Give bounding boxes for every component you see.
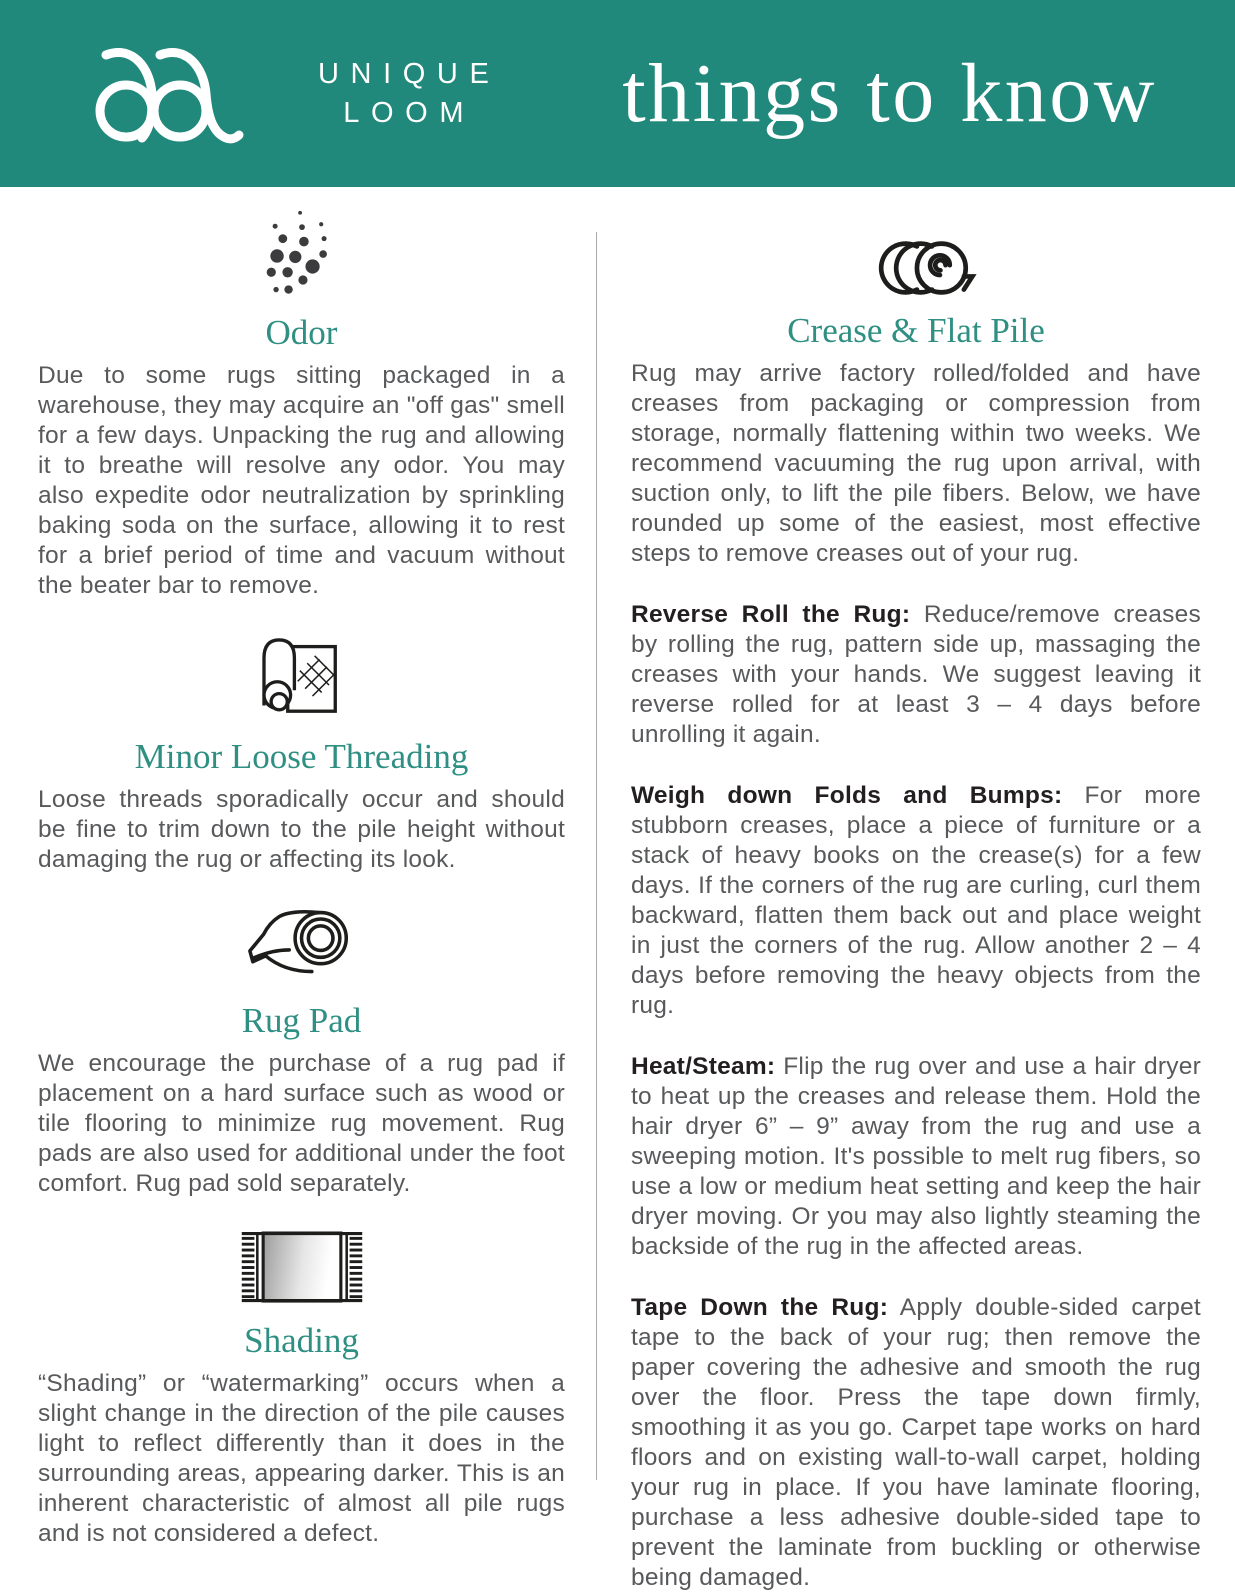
left-column [38, 207, 565, 1547]
unrolled-rug-icon [245, 627, 359, 727]
brand-name: UNIQUE LOOM [318, 58, 501, 129]
section-heading: Odor [265, 313, 338, 352]
tip-label: Weigh down Folds and Bumps: [631, 782, 1063, 809]
section-heading: Shading [244, 1321, 359, 1360]
section-body: We encourage the purchase of a rug pad if placement on a hard surface such as wood or tile flooring to minimize rug movement. Rug pads are also used for additional under the foot comfort. Rug pad sold separately. [38, 1050, 565, 1197]
tip-text: For more stubborn creases, place a piece of furniture or a stack of heavy books on the crease(s) for a few days. If the corners of the rug are curling, curl them backward, flatten them back out and place weight in just the corners of the rug. Allow another 2 – 4 days before removing the heavy objects from the rug. [631, 782, 1201, 1019]
tip-tape-down [631, 1293, 1201, 1593]
odor-dots-icon [253, 207, 351, 303]
shaded-rug-icon [234, 1225, 370, 1311]
tip-text: Apply double-sided carpet tape to the back of your rug; then remove the paper covering the adhesive and smooth the rug over the floor. Press the tape down firmly, smoothing it as you go. Carpet tape works on hard floors and on existing wall-to-wall carpet, holding your rug in place. If you have laminate flooring, purchase a less adhesive double-sided tape to prevent the laminate from buckling or otherwise being damaged. [631, 1294, 1201, 1591]
unique-loom-logo-icon [92, 39, 292, 149]
section-shading [38, 1225, 565, 1549]
section-crease-flat-pile [631, 207, 1201, 1593]
tip-text: Reduce/remove creases by rolling the rug, pattern side up, massaging the creases with your hands. We suggest leaving it reverse rolled for at least 3 – 4 days before unrolling it again. [631, 601, 1202, 748]
right-column [631, 207, 1202, 1591]
rolled-rug-side-icon [855, 235, 977, 301]
tip-weigh-down [631, 781, 1201, 1021]
tip-label: Tape Down the Rug: [631, 1294, 889, 1321]
tip-text: Flip the rug over and use a hair dryer to heat up the creases and release them. Hold the hair dryer 6” – 9” away from the rug and use a sweeping motion. It's possible to melt rug fibers, so use a low or medium heat setting and keep the hair dryer moving. Or you may also lightly steaming the backside of the rug in the affected areas. [631, 1053, 1201, 1260]
section-heading: Crease & Flat Pile [787, 311, 1045, 350]
page-title: things to know [622, 47, 1157, 140]
section-intro: Rug may arrive factory rolled/folded and have creases from packaging or compression from storage, normally flattening within two weeks. We recommend vacuuming the rug upon arrival, with suction only, to lift the pile fibers. Below, we have rounded up some of the easiest, most effective steps to remove creases out of your rug. [631, 360, 1201, 567]
rug-pad-roll-icon [243, 901, 361, 991]
section-minor-loose-threading [38, 627, 565, 875]
section-body: “Shading” or “watermarking” occurs when a slight change in the direction of the pile causes light to reflect differently than it does in the surrounding areas, appearing darker. This is an inherent characteristic of almost all pile rugs and is not considered a defect. [38, 1370, 565, 1547]
header-banner [0, 0, 1235, 187]
tip-reverse-roll [631, 600, 1201, 750]
brand-block [92, 39, 500, 149]
section-heading: Rug Pad [241, 1001, 362, 1040]
content-area [0, 187, 1235, 1591]
tip-label: Reverse Roll the Rug: [631, 601, 911, 628]
section-body: Due to some rugs sitting packaged in a warehouse, they may acquire an "off gas" smell for a few days. Unpacking the rug and allowing it to breathe will resolve any odor. You may also expedite odor neutralization by sprinkling baking soda on the surface, allowing it to rest for a brief period of time and vacuum without the beater bar to remove. [38, 362, 565, 599]
section-rug-pad [38, 901, 565, 1199]
column-divider [596, 232, 597, 1480]
section-body: Loose threads sporadically occur and should be fine to trim down to the pile height without damaging the rug or affecting its look. [38, 786, 565, 873]
section-heading: Minor Loose Threading [134, 737, 469, 776]
section-odor [38, 207, 565, 601]
tip-heat-steam [631, 1052, 1201, 1262]
tip-label: Heat/Steam: [631, 1053, 776, 1080]
